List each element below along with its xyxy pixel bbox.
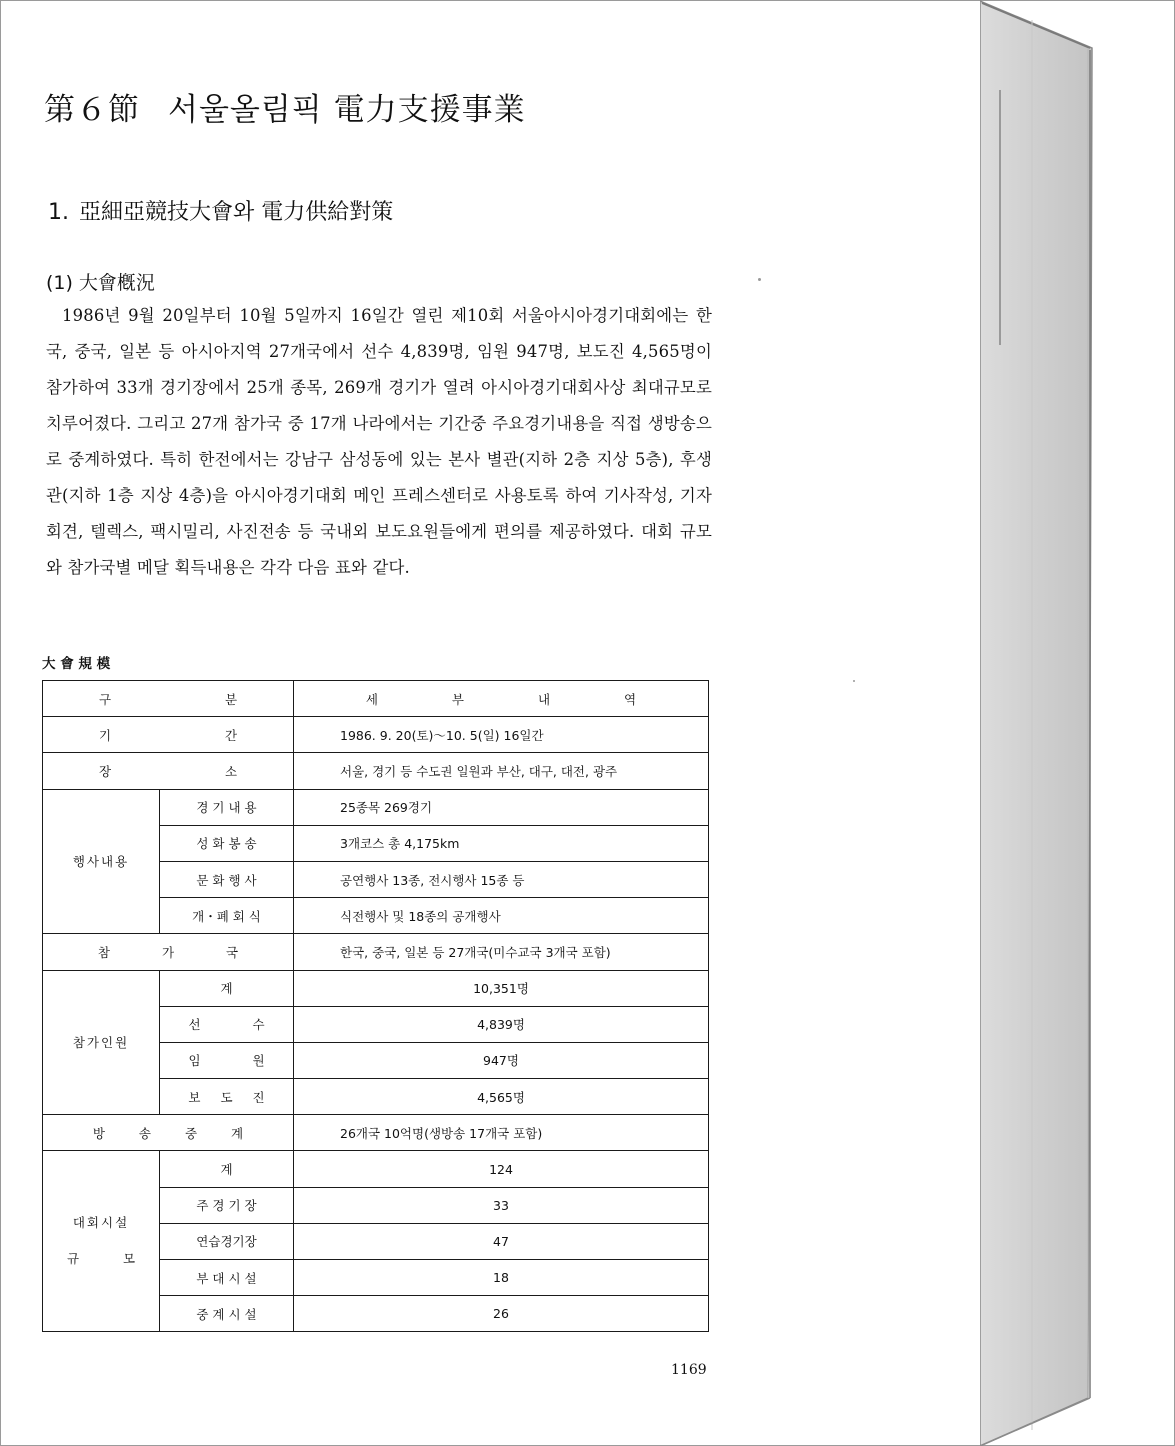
period-label: 기 간 bbox=[43, 717, 294, 753]
facilities-row-label: 중 계 시 설 bbox=[160, 1296, 294, 1332]
scan-speck bbox=[853, 680, 855, 682]
participants-row-label: 보 도 진 bbox=[160, 1079, 294, 1115]
nations-value: 한국, 중국, 일본 등 27개국(미수교국 3개국 포함) bbox=[294, 934, 709, 970]
table-header-row bbox=[43, 681, 709, 717]
events-label: 행사내용 bbox=[43, 789, 160, 934]
facilities-row-label: 부 대 시 설 bbox=[160, 1260, 294, 1296]
chapter-title bbox=[44, 84, 526, 129]
participants-row-value: 947명 bbox=[294, 1042, 709, 1078]
participants-row-label: 선 수 bbox=[160, 1006, 294, 1042]
events-row-value: 25종목 269경기 bbox=[294, 789, 709, 825]
chapter-number: 第６節 bbox=[44, 92, 140, 128]
events-row-label: 성 화 봉 송 bbox=[160, 825, 294, 861]
section-title bbox=[48, 195, 393, 226]
participants-row-label: 계 bbox=[160, 970, 294, 1006]
events-row-value: 식전행사 및 18종의 공개행사 bbox=[294, 898, 709, 934]
participants-row-value: 10,351명 bbox=[294, 970, 709, 1006]
facilities-row-value: 18 bbox=[294, 1260, 709, 1296]
nations-label: 참 가 국 bbox=[43, 934, 294, 970]
header-category: 구 분 bbox=[43, 681, 294, 717]
table-row bbox=[43, 789, 709, 825]
event-scale-table bbox=[42, 680, 709, 1332]
venue-value: 서울, 경기 등 수도권 일원과 부산, 대구, 대전, 광주 bbox=[294, 753, 709, 789]
broadcast-value: 26개국 10억명(생방송 17개국 포함) bbox=[294, 1115, 709, 1151]
body-paragraph: 1986년 9월 20일부터 10월 5일까지 16일간 열린 제10회 서울아시아경기대회에는 한국, 중국, 일본 등 아시아지역 27개국에서 선수 4,839명, 임원 947명, 보도진 4,565명이 참가하여 33개 경기장에서 25개 종목, 269개 경기가 열려 아시아경기대회사상 최대규모로 치루어졌다. 그리고 27개 참가국 중 17개 나라에서는 기간중 주요경기내용을 직접 생방송으로 중계하였다. 특히 한전에서는 강남구 삼성동에 있는 본사 별관(지하 2층 지상 5층), 후생관(지하 1층 지상 4층)을 아시아경기대회 메인 프레스센터로 사용토록 하여 기사작성, 기자회견, 텔렉스, 팩시밀리, 사진전송 등 국내외 보도요원들에게 편의를 제공하였다. 대회 규모와 참가국별 메달 획득내용은 각각 다음 표와 같다. bbox=[46, 306, 712, 577]
subsection-title bbox=[46, 268, 155, 295]
participants-label: 참가인원 bbox=[43, 970, 160, 1115]
events-row-value: 3개코스 총 4,175km bbox=[294, 825, 709, 861]
table-row bbox=[43, 970, 709, 1006]
facilities-row-value: 26 bbox=[294, 1296, 709, 1332]
participants-row-label: 임 원 bbox=[160, 1042, 294, 1078]
table-row bbox=[43, 717, 709, 753]
table-caption: 大 會 規 模 bbox=[42, 656, 111, 672]
participants-row-value: 4,839명 bbox=[294, 1006, 709, 1042]
section-title-text: 亞細亞競技大會와 電力供給對策 bbox=[79, 200, 394, 225]
facilities-row-value: 47 bbox=[294, 1223, 709, 1259]
scan-speck bbox=[758, 278, 761, 281]
header-detail: 세 부 내 역 bbox=[294, 681, 709, 717]
facilities-label-line2: 규 모 bbox=[66, 1251, 136, 1267]
facilities-label-line1: 대회시설 bbox=[72, 1215, 130, 1231]
subsection-number: (1) bbox=[46, 272, 73, 294]
facilities-row-label: 연습경기장 bbox=[160, 1223, 294, 1259]
facilities-row-label: 주 경 기 장 bbox=[160, 1187, 294, 1223]
chapter-title-text: 서울올림픽 電力支援事業 bbox=[168, 92, 526, 128]
period-value: 1986. 9. 20(토)～10. 5(일) 16일간 bbox=[294, 717, 709, 753]
events-row-value: 공연행사 13종, 전시행사 15종 등 bbox=[294, 861, 709, 897]
events-row-label: 문 화 행 사 bbox=[160, 861, 294, 897]
participants-row-value: 4,565명 bbox=[294, 1079, 709, 1115]
facilities-row-value: 124 bbox=[294, 1151, 709, 1187]
venue-label: 장 소 bbox=[43, 753, 294, 789]
table-row bbox=[43, 934, 709, 970]
broadcast-label: 방 송 중 계 bbox=[43, 1115, 294, 1151]
subsection-title-text: 大會槪況 bbox=[78, 272, 155, 294]
events-row-label: 경 기 내 용 bbox=[160, 789, 294, 825]
facilities-row-label: 계 bbox=[160, 1151, 294, 1187]
table-row bbox=[43, 1115, 709, 1151]
page-number: 1169 bbox=[671, 1362, 707, 1378]
document-page bbox=[2, 2, 978, 1442]
section-number: 1. bbox=[48, 200, 69, 225]
table-row bbox=[43, 1151, 709, 1187]
facilities-row-value: 33 bbox=[294, 1187, 709, 1223]
table-row bbox=[43, 753, 709, 789]
book-page-stack-edge bbox=[980, 0, 1175, 1446]
events-row-label: 개・폐 회 식 bbox=[160, 898, 294, 934]
facilities-label bbox=[43, 1151, 160, 1332]
